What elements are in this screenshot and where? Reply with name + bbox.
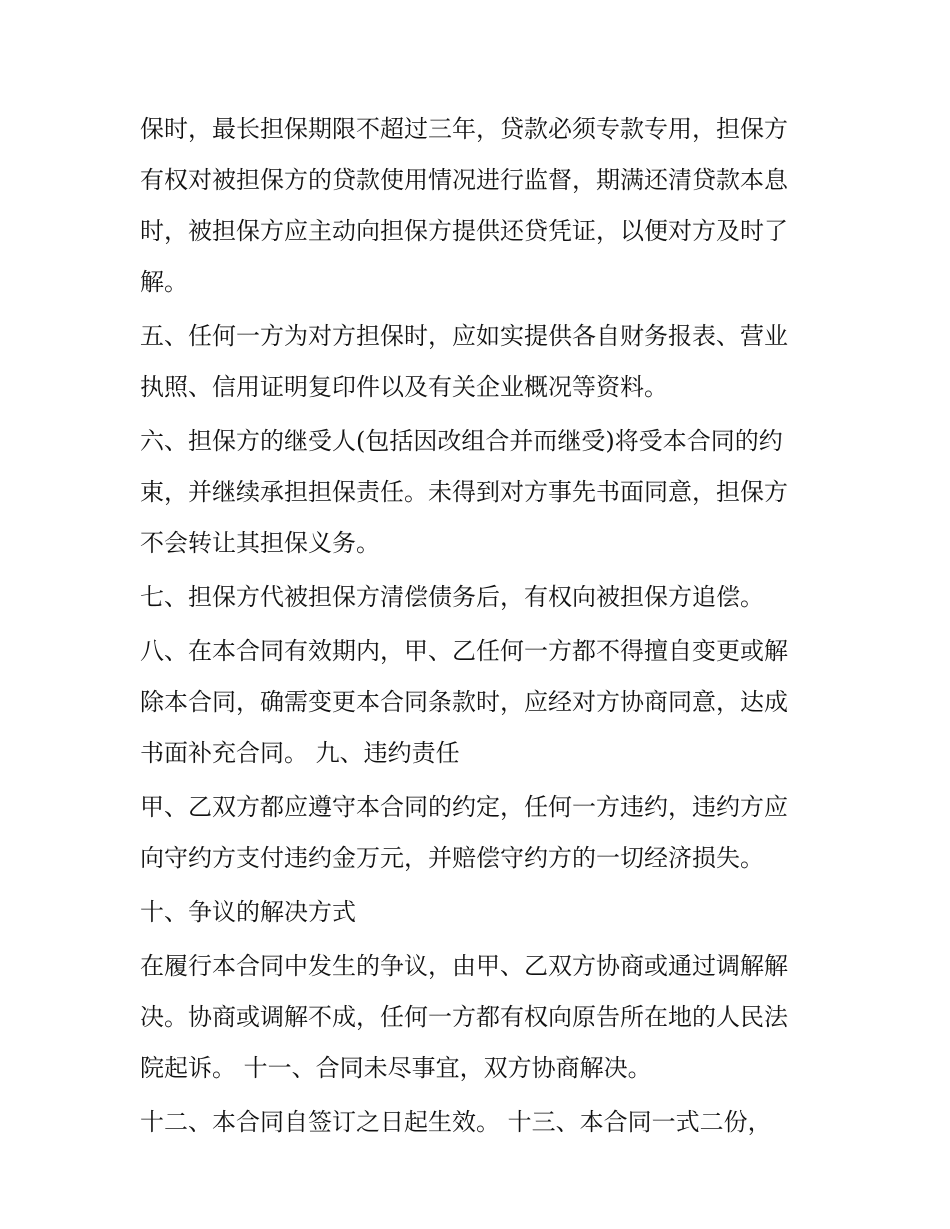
- text-line-11: 八、在本合同有效期内，甲、乙任何一方都不得擅自变更或解: [140, 637, 788, 665]
- text-line-6: 执照、信用证明复印件以及有关企业概况等资料。: [140, 373, 668, 401]
- text-line-9: 不会转让其担保义务。: [140, 529, 380, 557]
- text-line-2: 有权对被担保方的贷款使用情况进行监督，期满还清贷款本息: [140, 166, 788, 194]
- text-line-4: 解。: [140, 268, 188, 296]
- text-line-15: 向守约方支付违约金万元，并赔偿守约方的一切经济损失。: [140, 844, 764, 872]
- contract-body-text: [140, 104, 820, 1148]
- text-line-19: 院起诉。 十一、合同未尽事宜，双方协商解决。: [140, 1054, 652, 1082]
- text-line-12: 除本合同，确需变更本合同条款时，应经对方协商同意，达成: [140, 688, 788, 716]
- text-line-14: 甲、乙双方都应遵守本合同的约定，任何一方违约，违约方应: [140, 793, 788, 821]
- text-line-1: 保时，最长担保期限不超过三年，贷款必须专款专用，担保方: [140, 115, 788, 143]
- text-line-7: 六、担保方的继受人(包括因改组合并而继受)将受本合同的约: [140, 427, 783, 455]
- text-line-3: 时，被担保方应主动向担保方提供还贷凭证，以便对方及时了: [140, 217, 788, 245]
- text-line-20: 十二、本合同自签订之日起生效。 十三、本合同一式二份，: [140, 1108, 772, 1136]
- text-line-5: 五、任何一方为对方担保时，应如实提供各自财务报表、营业: [140, 322, 788, 350]
- text-line-13: 书面补充合同。 九、违约责任: [140, 739, 460, 767]
- text-line-16: 十、争议的解决方式: [140, 898, 356, 926]
- text-line-17: 在履行本合同中发生的争议，由甲、乙双方协商或通过调解解: [140, 952, 788, 980]
- text-line-8: 束，并继续承担担保责任。未得到对方事先书面同意，担保方: [140, 478, 788, 506]
- text-line-10: 七、担保方代被担保方清偿债务后，有权向被担保方追偿。: [140, 583, 764, 611]
- text-line-18: 决。协商或调解不成，任何一方都有权向原告所在地的人民法: [140, 1003, 788, 1031]
